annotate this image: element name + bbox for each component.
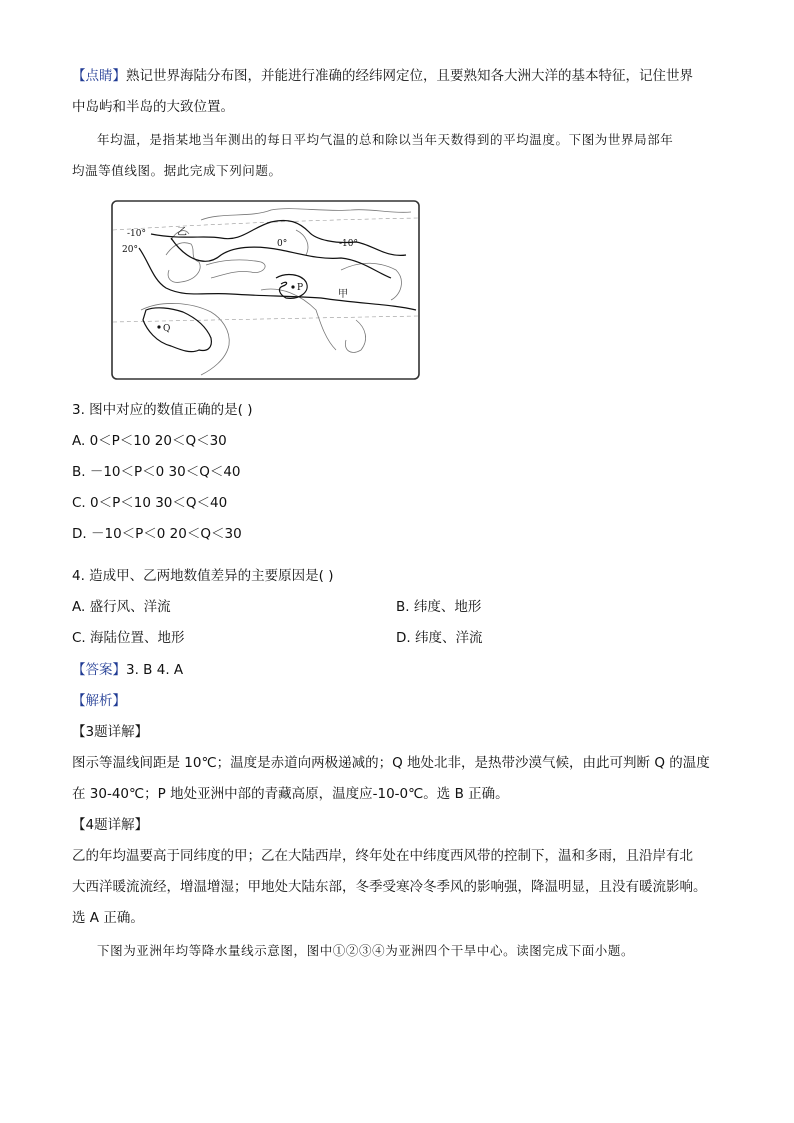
detail4-line-3: 选 A 正确。 [72,910,144,926]
q3-option-b[interactable]: B. －10＜P＜0 30＜Q＜40 [72,464,241,480]
isotherm-map [111,200,420,380]
label-minus10-right: -10° [339,239,358,249]
q3-option-d[interactable]: D. －10＜P＜0 20＜Q＜30 [72,526,242,542]
q4-option-a[interactable]: A. 盛行风、洋流 [72,599,171,615]
q4-option-d[interactable]: D. 纬度、洋流 [396,630,483,646]
label-minus10-left: -10° [127,229,146,239]
q3-option-a[interactable]: A. 0＜P＜10 20＜Q＜30 [72,433,227,449]
label-jia: 甲 [338,289,348,300]
label-zero: 0° [277,239,288,249]
detail4-line-1: 乙的年均温要高于同纬度的甲；乙在大陆西岸，终年处在中纬度西风带的控制下，温和多雨，且沿岸有北 [72,848,693,864]
dianjing-text-1: 熟记世界海陆分布图，并能进行准确的经纬网定位，且要熟知各大洲大洋的基本特征，记住世界 [126,68,693,84]
point-q-dot [157,325,160,328]
intro-line-2: 均温等值线图。据此完成下列问题。 [72,163,282,178]
analysis-tag: 【解析】 [72,693,126,709]
detail4-line-2: 大西洋暖流流经，增温增湿；甲地处大陆东部，冬季受寒冷冬季风的影响强，降温明显，且没有暖流影响。 [72,879,707,895]
dianjing-line-2: 中岛屿和半岛的大致位置。 [72,99,234,115]
detail3-line-1: 图示等温线间距是 10℃；温度是赤道向两极递减的；Q 地处北非，是热带沙漠气候，由此可判断 Q 的温度 [72,755,710,771]
label-p: P [297,283,304,293]
label-q: Q [163,324,171,334]
detail3-line-2: 在 30-40℃；P 地处亚洲中部的青藏高原，温度应-10-0℃。选 B 正确。 [72,786,509,802]
detail4-tag: 【4题详解】 [72,817,149,833]
label-yi: 乙 [177,227,187,238]
point-p-dot [291,285,294,288]
next-intro: 下图为亚洲年均等降水量线示意图，图中①②③④为亚洲四个干旱中心。读图完成下面小题。 [97,943,635,958]
q4-option-b[interactable]: B. 纬度、地形 [396,599,482,615]
detail3-tag: 【3题详解】 [72,724,149,740]
q3-option-c[interactable]: C. 0＜P＜10 30＜Q＜40 [72,495,228,511]
intro-line-1: 年均温，是指某地当年测出的每日平均气温的总和除以当年天数得到的平均温度。下图为世界局部年 [97,132,674,147]
label-20: 20° [122,245,138,255]
dianjing-line-1 [72,66,693,86]
q3-stem: 3. 图中对应的数值正确的是( ) [72,402,253,418]
answer-line [72,660,183,680]
answer-text: 3. B 4. A [126,662,184,678]
dianjing-tag: 【点睛】 [72,68,126,84]
q4-stem: 4. 造成甲、乙两地数值差异的主要原因是( ) [72,568,334,584]
q4-option-c[interactable]: C. 海陆位置、地形 [72,630,185,646]
answer-tag: 【答案】 [72,662,126,678]
